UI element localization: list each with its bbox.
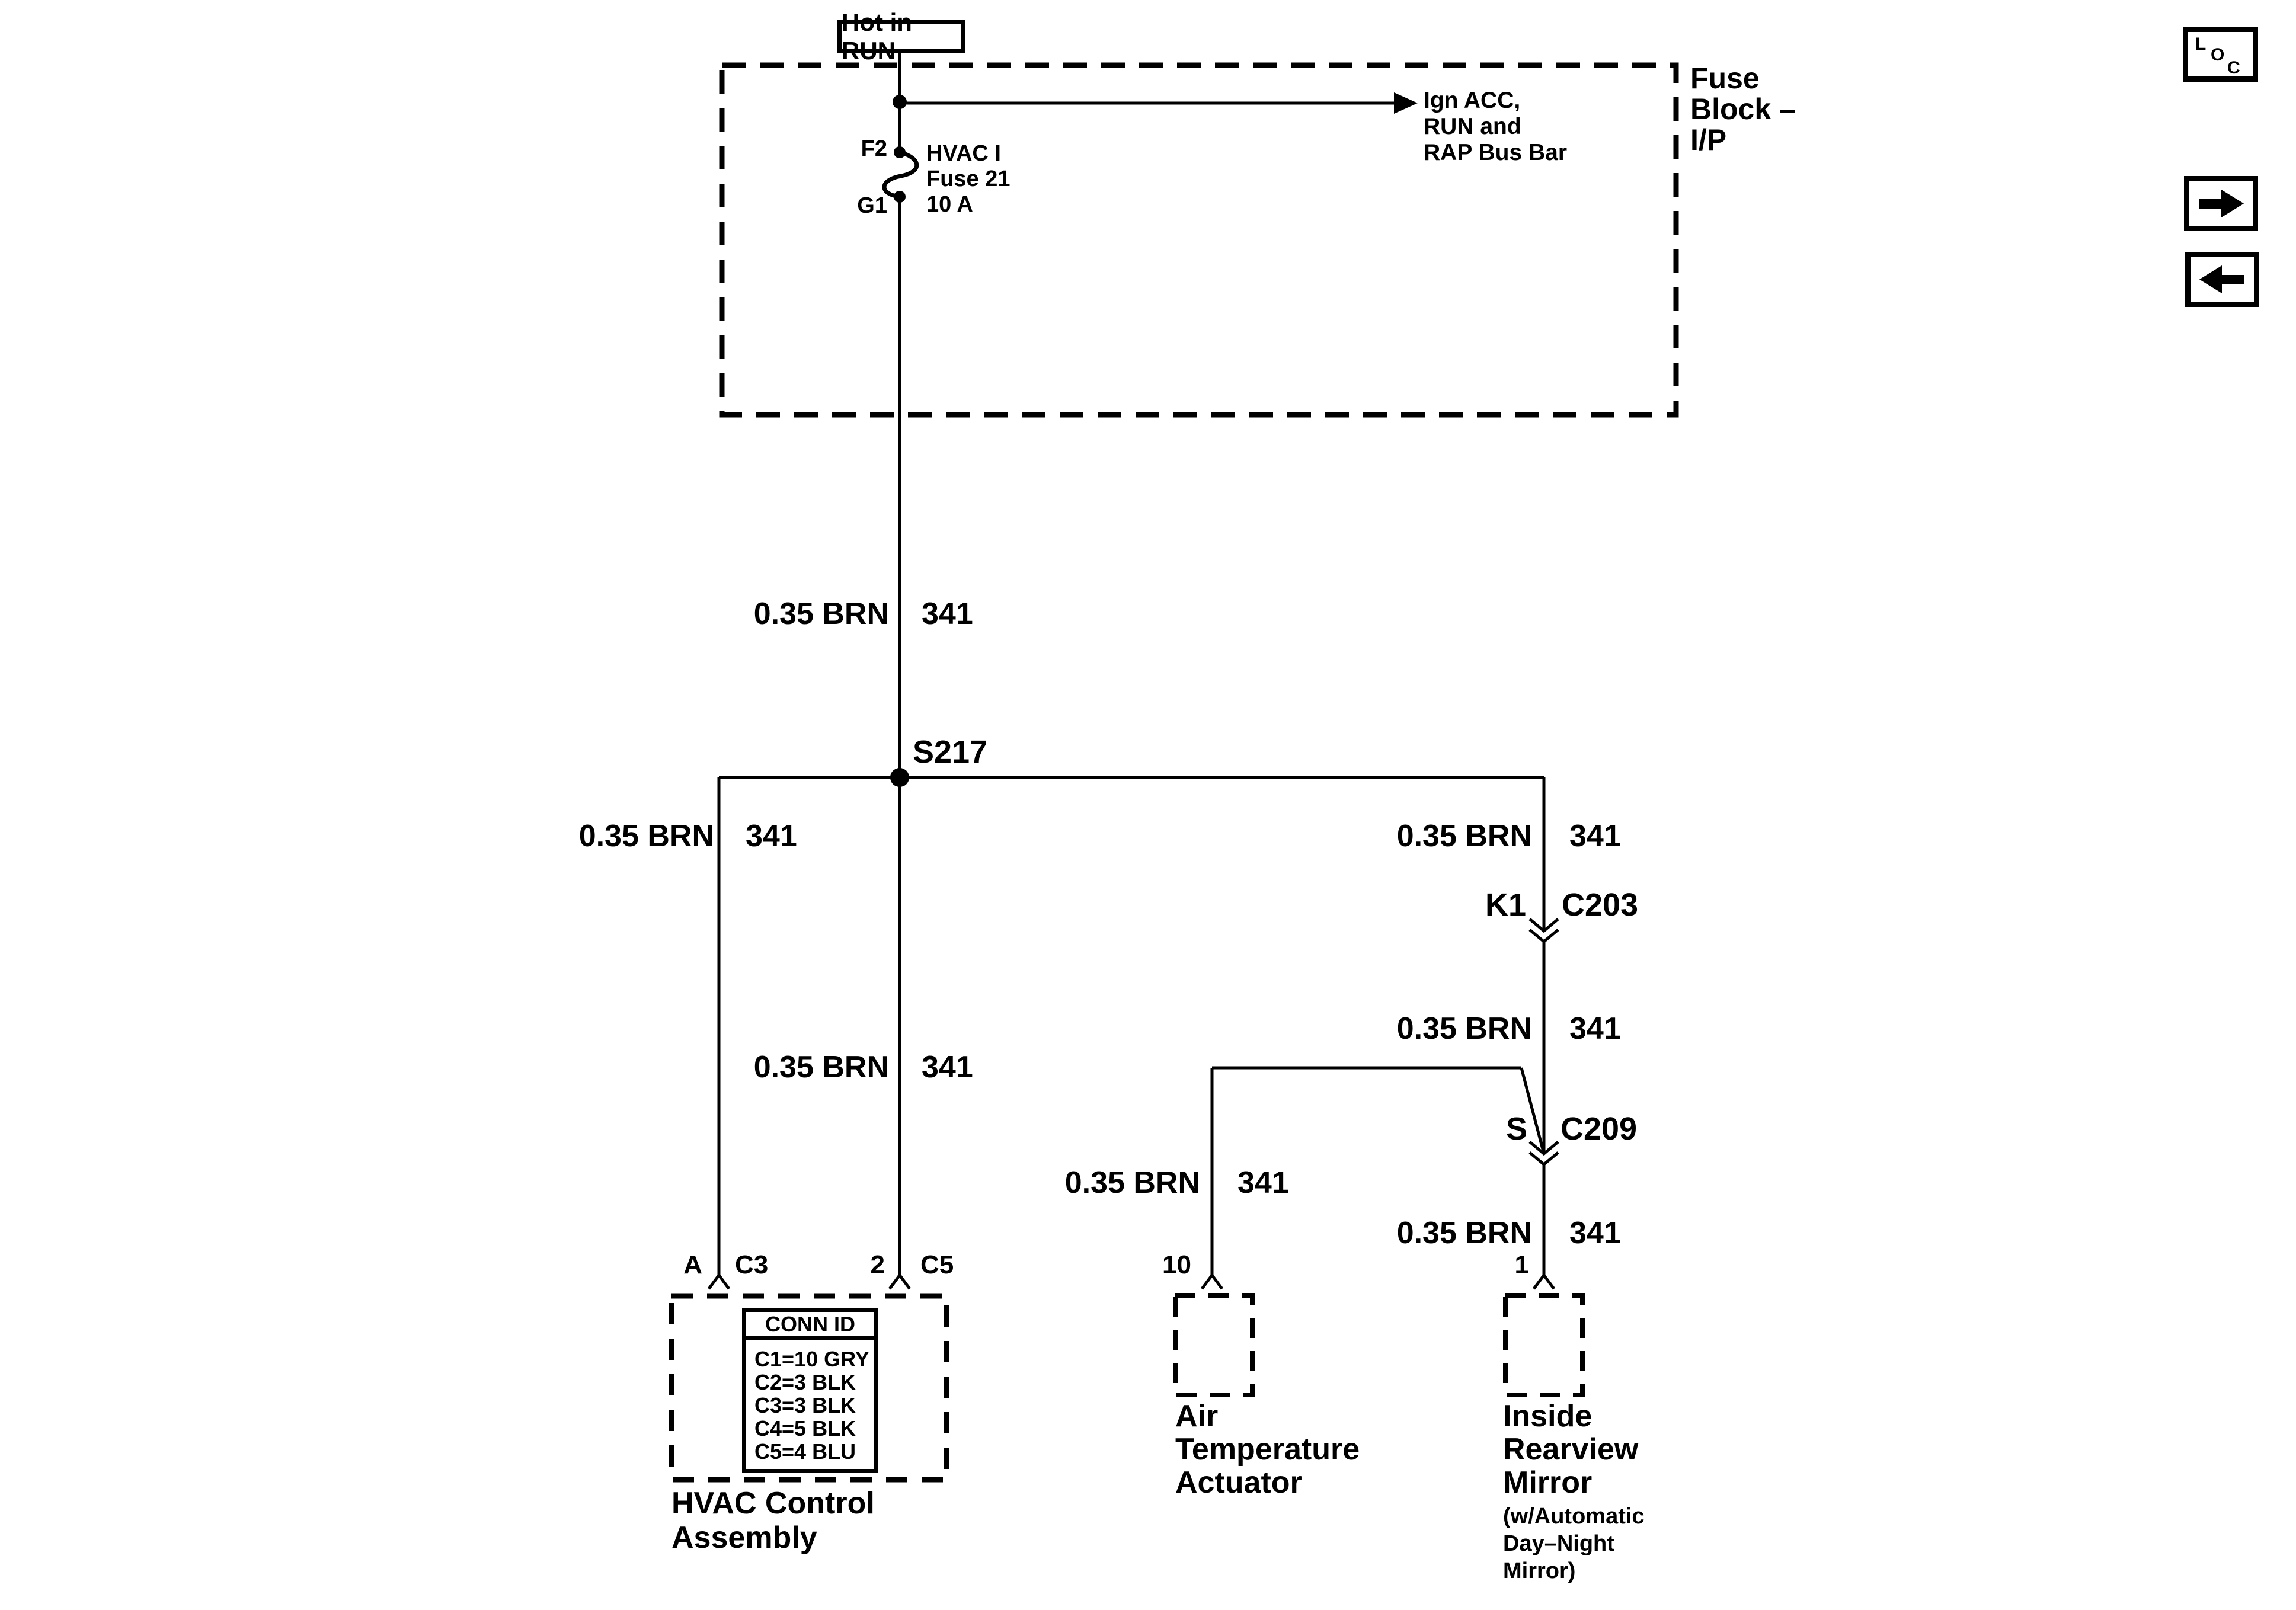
- connector-pin-k1: K1: [1485, 887, 1526, 923]
- splice-label: S217: [913, 734, 988, 770]
- fuse-block-title: Fuse Block – I/P: [1690, 62, 1796, 156]
- air-temp-actuator-outline: [1175, 1295, 1252, 1395]
- conn-id-row: C3=3 BLK: [754, 1393, 856, 1417]
- conn-id-row: C2=3 BLK: [754, 1370, 856, 1394]
- wire-size-label: 0.35 BRN: [578, 819, 714, 853]
- fuse-pin-f2: F2: [861, 136, 887, 161]
- wire-size-label: 0.35 BRN: [1396, 1216, 1532, 1250]
- conn-id-table: [742, 1308, 878, 1473]
- pin-connector-c5: C5: [920, 1250, 954, 1279]
- inside-mirror-variant-label: (w/Automatic Day–Night Mirror): [1503, 1504, 1645, 1583]
- power-source-label: Hot in RUN: [842, 8, 912, 65]
- wire-size-label: 0.35 BRN: [1064, 1166, 1200, 1200]
- air-temp-actuator-label: Air Temperature Actuator: [1175, 1399, 1360, 1500]
- bus-bar-label: Ign ACC, RUN and RAP Bus Bar: [1424, 88, 1568, 165]
- connector-id-c209: C209: [1560, 1111, 1638, 1147]
- pin-terminal-a: A: [683, 1250, 702, 1279]
- pin-fork-a-c3-icon: [709, 1275, 729, 1289]
- bus-bar-arrowhead-icon: [1394, 92, 1418, 114]
- fuse-pin-g1: G1: [857, 193, 887, 218]
- wire-circuit-label: 341: [922, 597, 973, 631]
- wire-circuit-label: 341: [1237, 1166, 1289, 1200]
- wire-size-label: 0.35 BRN: [1396, 819, 1532, 853]
- arrow-left-icon: [2191, 257, 2254, 302]
- wire-size-label: 0.35 BRN: [1396, 1012, 1532, 1046]
- pin-fork-10-icon: [1202, 1275, 1222, 1289]
- conn-id-row: C5=4 BLU: [754, 1439, 856, 1464]
- fuse-name-label: HVAC I Fuse 21 10 A: [926, 141, 1011, 217]
- next-page-button[interactable]: [2184, 176, 2258, 231]
- power-source-tag: [837, 8, 965, 65]
- wire-size-label: 0.35 BRN: [753, 597, 889, 631]
- arrow-right-icon: [2189, 181, 2253, 226]
- loc-letter: L: [2195, 34, 2207, 54]
- loc-button[interactable]: [2183, 27, 2258, 82]
- pin-connector-c3: C3: [735, 1250, 769, 1279]
- wire-circuit-label: 341: [746, 819, 797, 853]
- conn-id-row: C4=5 BLK: [754, 1416, 856, 1441]
- loc-letter: C: [2227, 58, 2240, 78]
- pin-terminal-2: 2: [870, 1250, 885, 1279]
- pin-fork-2-c5-icon: [890, 1275, 910, 1289]
- fuse-symbol: [884, 152, 917, 197]
- conn-id-header: CONN ID: [746, 1312, 874, 1340]
- pin-terminal-10: 10: [1162, 1250, 1191, 1279]
- inside-mirror-label: Inside Rearview Mirror: [1503, 1399, 1639, 1500]
- connector-pin-s: S: [1505, 1111, 1527, 1147]
- conn-id-rows: [746, 1340, 874, 1469]
- wire-circuit-label: 341: [922, 1050, 973, 1084]
- wire-size-label: 0.35 BRN: [753, 1050, 889, 1084]
- pin-terminal-1: 1: [1514, 1250, 1529, 1279]
- loc-letter: O: [2211, 45, 2225, 65]
- wire-circuit-label: 341: [1569, 819, 1621, 853]
- previous-page-button[interactable]: [2185, 252, 2259, 307]
- inside-mirror-outline: [1505, 1295, 1582, 1395]
- conn-id-row: C1=10 GRY: [754, 1347, 869, 1371]
- wire-circuit-label: 341: [1569, 1012, 1621, 1046]
- wire-circuit-label: 341: [1569, 1216, 1621, 1250]
- connector-id-c203: C203: [1562, 887, 1639, 923]
- hvac-control-label: HVAC Control Assembly: [671, 1486, 875, 1555]
- pin-fork-1-icon: [1534, 1275, 1554, 1289]
